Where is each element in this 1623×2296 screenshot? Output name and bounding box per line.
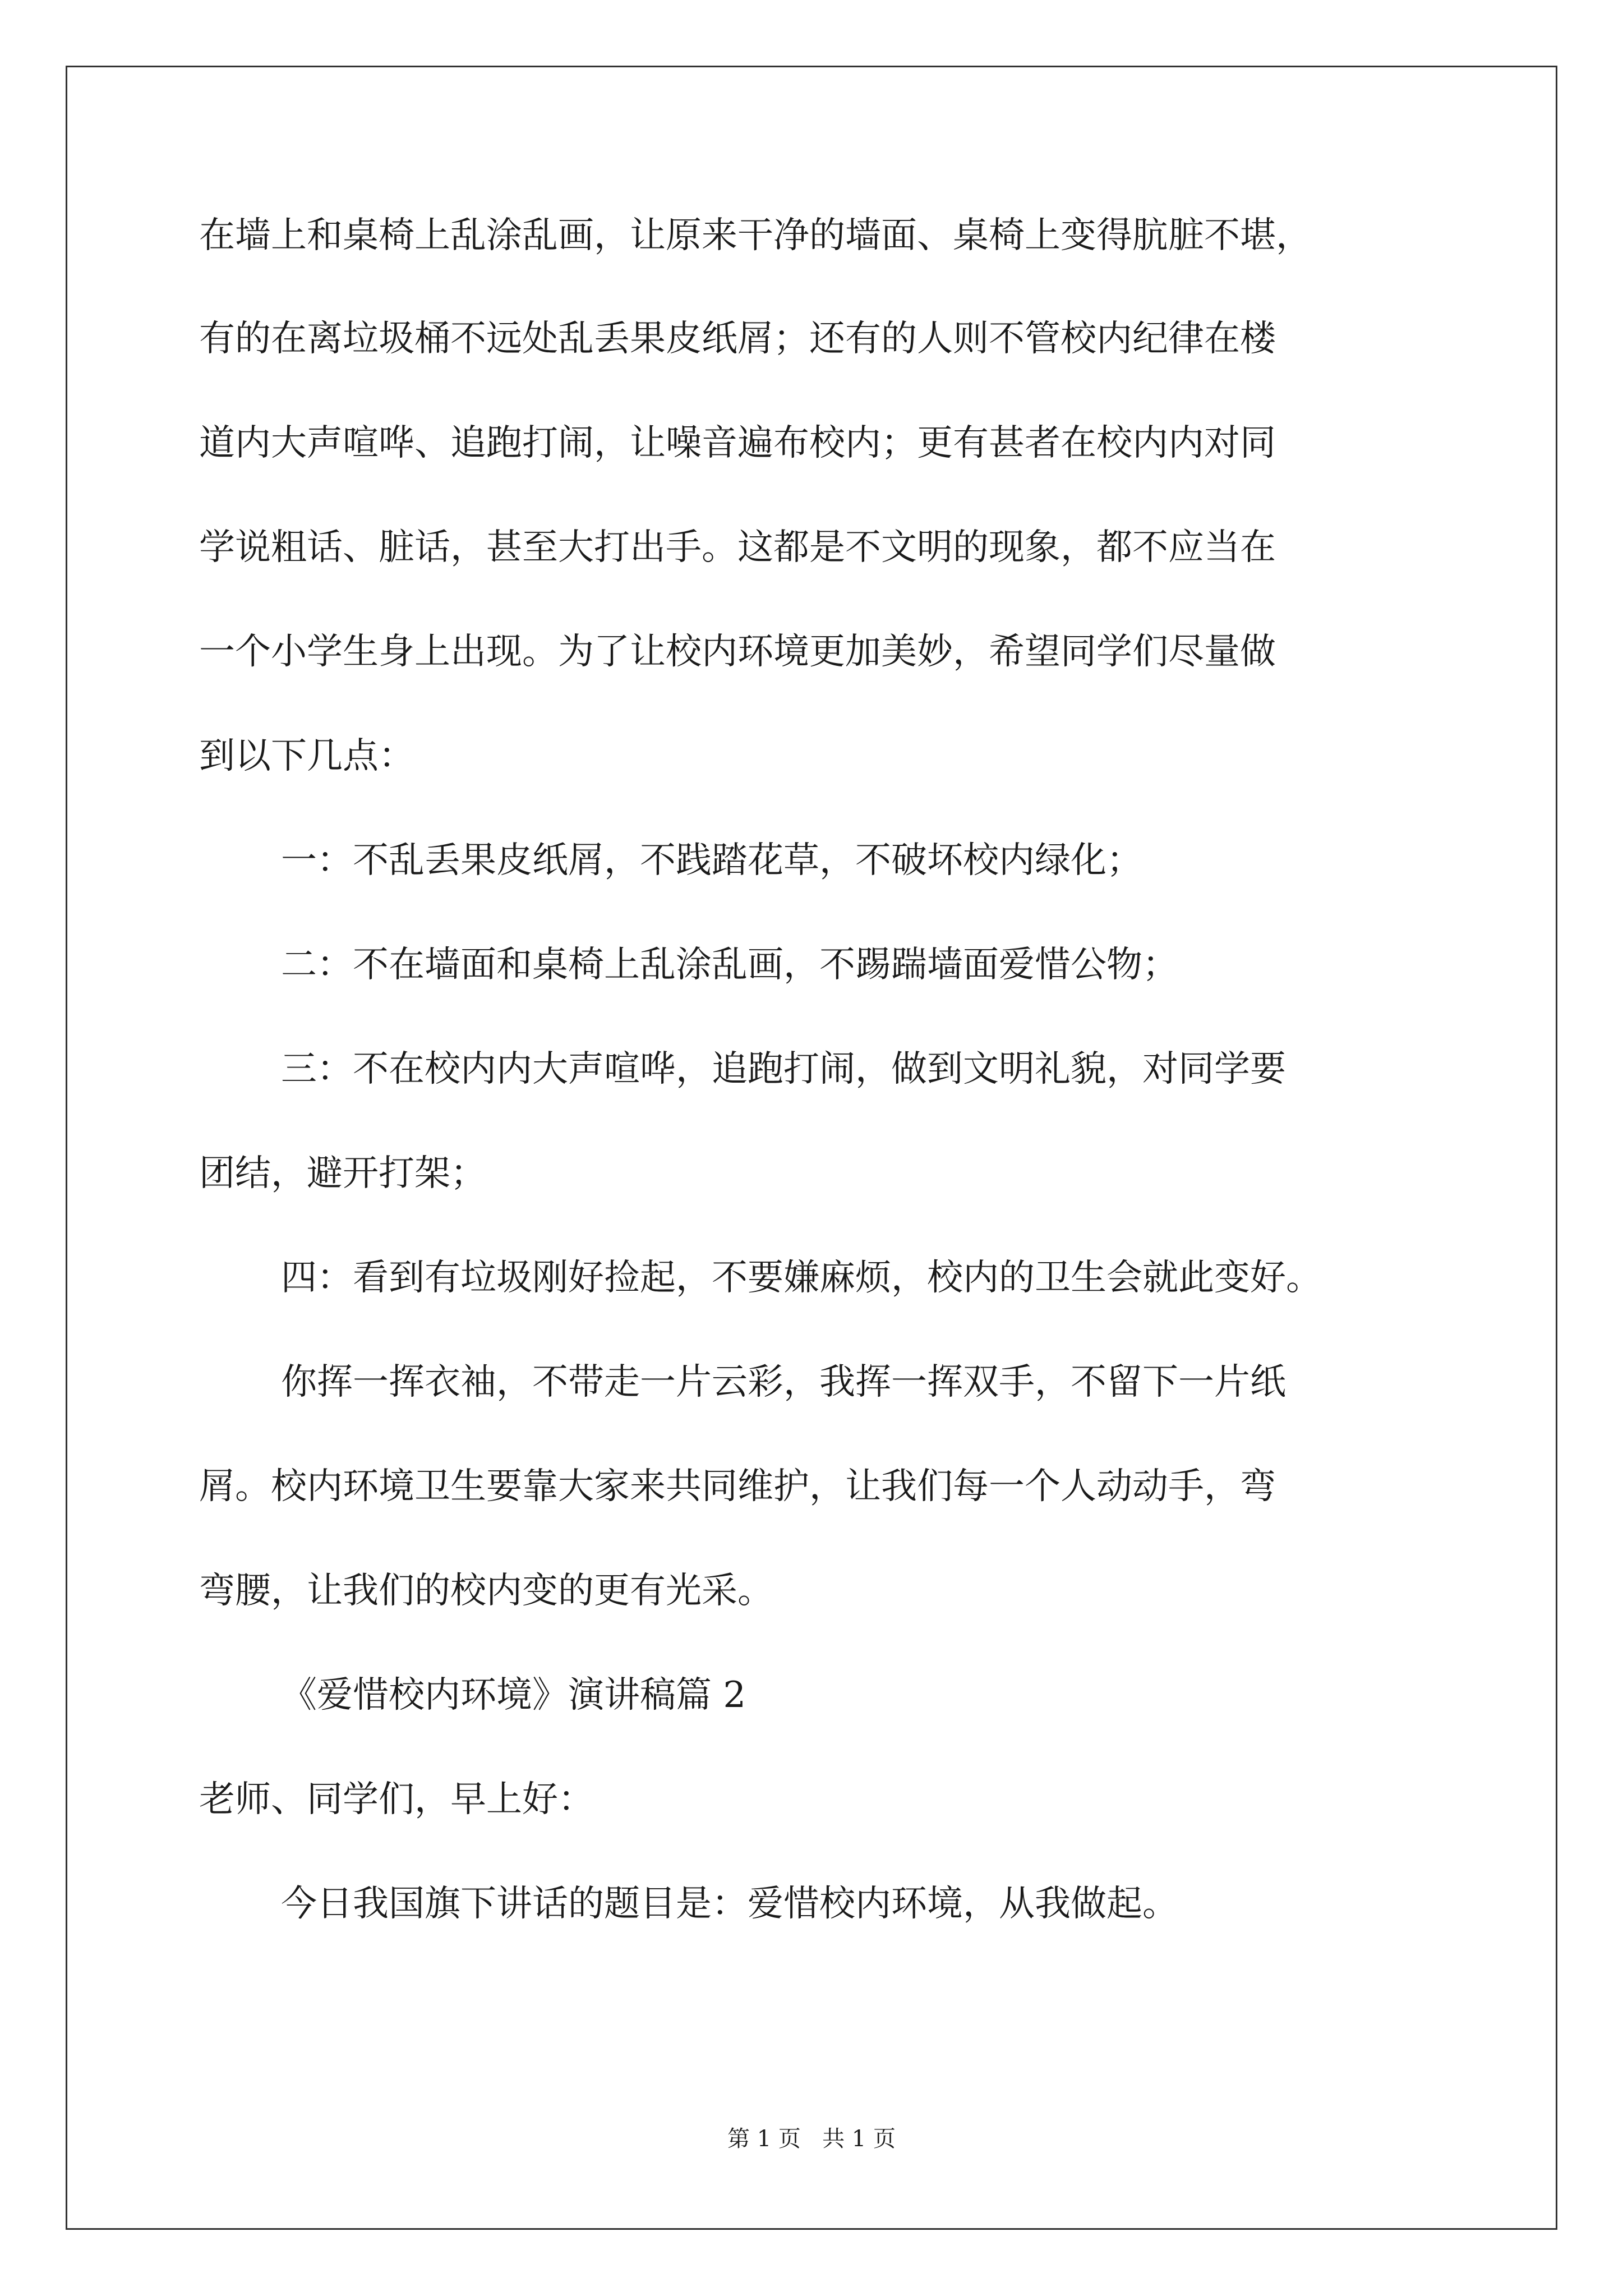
body-line: 学说粗话、脏话，甚至大打出手。这都是不文明的现象，都不应当在 (199, 527, 1276, 568)
salutation: 老师、同学们，早上好： (199, 1779, 594, 1820)
list-item-4: 四：看到有垃圾刚好捡起，不要嫌麻烦，校内的卫生会就此变好。 (281, 1257, 1322, 1299)
paragraph-start: 你挥一挥衣袖，不带走一片云彩，我挥一挥双手，不留下一片纸 (281, 1361, 1286, 1403)
body-line: 道内大声喧哗、追跑打闹，让噪音遍布校内；更有甚者在校内内对同 (199, 422, 1276, 464)
body-line: 团结，避开打架； (199, 1153, 486, 1194)
body-line: 到以下几点： (199, 735, 414, 777)
body-line: 屑。校内环境卫生要靠大家来共同维护，让我们每一个人动动手，弯 (199, 1466, 1276, 1507)
body-line: 有的在离垃圾桶不远处乱丢果皮纸屑；还有的人则不管校内纪律在楼 (199, 318, 1276, 360)
list-item-1: 一：不乱丢果皮纸屑，不践踏花草，不破坏校内绿化； (281, 840, 1142, 881)
page-number-footer: 第 1 页 共 1 页 (727, 2126, 896, 2152)
section-heading: 《爱惜校内环境》演讲稿篇 2 (281, 1674, 746, 1716)
paragraph-start: 今日我国旗下讲话的题目是：爱惜校内环境，从我做起。 (281, 1883, 1178, 1925)
body-line: 在墙上和桌椅上乱涂乱画，让原来干净的墙面、桌椅上变得肮脏不堪， (199, 215, 1312, 256)
list-item-2: 二：不在墙面和桌椅上乱涂乱画，不踢踹墙面爱惜公物； (281, 944, 1178, 986)
body-line: 一个小学生身上出现。为了让校内环境更加美妙，希望同学们尽量做 (199, 631, 1276, 673)
list-item-3: 三：不在校内内大声喧哗，追跑打闹，做到文明礼貌，对同学要 (281, 1048, 1286, 1090)
body-line: 弯腰，让我们的校内变的更有光采。 (199, 1570, 773, 1612)
